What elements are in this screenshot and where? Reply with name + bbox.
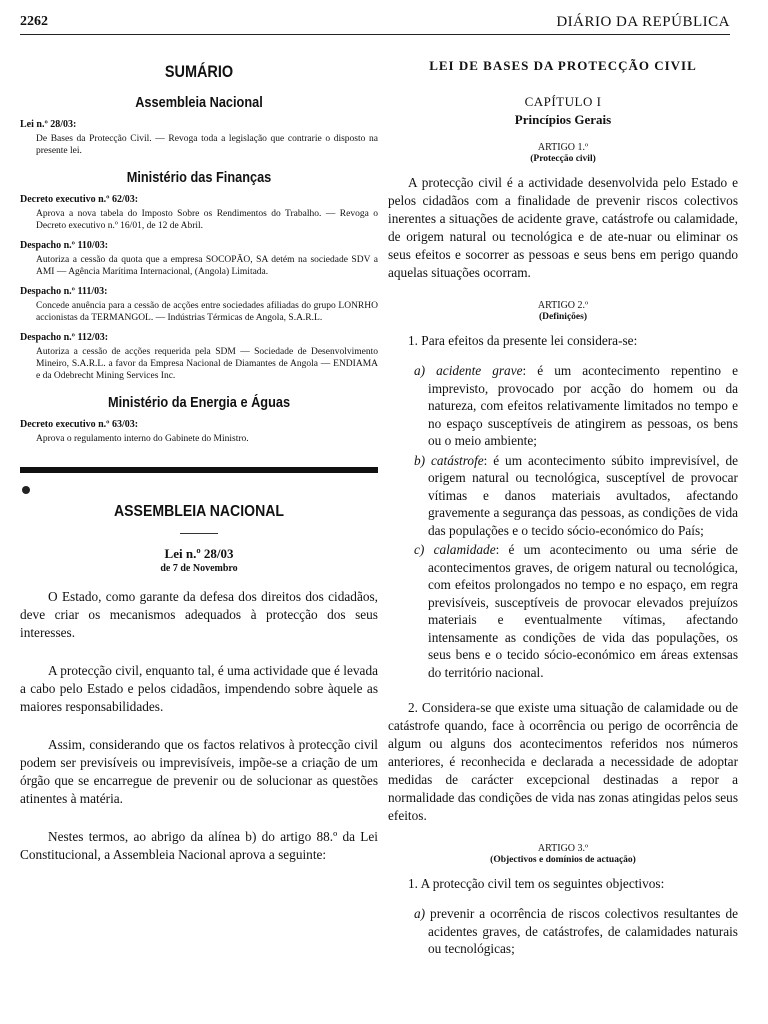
item-letter: b) bbox=[414, 452, 426, 468]
decree-label: Despacho n.º 112/03: bbox=[20, 332, 109, 343]
definition-term: calamidade bbox=[433, 542, 496, 557]
decree-label: Decreto executivo n.º 63/03: bbox=[20, 419, 139, 430]
law-date: de 7 de Novembro bbox=[160, 563, 238, 574]
objective-text: prevenir a ocorrência de riscos colectivos resultantes de acidentes graves, de catástrofes, de calamidades naturais ou tecnológicas; bbox=[428, 906, 738, 956]
decree-label: Decreto executivo n.º 62/03: bbox=[20, 194, 139, 205]
preamble-paragraph: O Estado, como garante da defesa dos direitos dos cidadãos, deve criar os mecanismos adequados à protecção dos seus interesses. bbox=[20, 589, 378, 640]
preamble-paragraph: Nestes termos, ao abrigo da alínea b) do artigo 88.º da Lei Constitucional, a Assembleia Nacional aprova a seguinte: bbox=[20, 829, 378, 862]
law-title: LEI DE BASES DA PROTECÇÃO CIVIL bbox=[429, 58, 697, 73]
journal-title: DIÁRIO DA REPÚBLICA bbox=[556, 14, 730, 30]
decree-description: Concede anuência para a cessão de acções entre sociedades afiliadas do grupo LONRHO accionistas da TERMANGOL. — Indústrias Térmicas de Angola, S.A.R.L. bbox=[36, 301, 378, 323]
ministry-heading: Assembleia Nacional bbox=[135, 94, 263, 111]
section-separator bbox=[20, 467, 378, 473]
decree-label: Despacho n.º 111/03: bbox=[20, 286, 108, 297]
article-label: ARTIGO 2.º bbox=[537, 300, 589, 311]
right-column bbox=[388, 40, 738, 960]
item-letter: a) bbox=[414, 906, 426, 921]
article-intro: 1. Para efeitos da presente lei considera-se: bbox=[408, 333, 638, 348]
decree-label: Lei n.º 28/03: bbox=[20, 119, 77, 130]
definition-term: catástrofe bbox=[430, 452, 484, 468]
objective-item bbox=[414, 905, 738, 958]
article-label: ARTIGO 1.º bbox=[537, 142, 589, 153]
definition-item bbox=[414, 452, 739, 540]
preamble-paragraph: Assim, considerando que os factos relativos à protecção civil podem ser previsíveis ou imprevisíveis, impõe-se a criação de um órgão que se encarregue de prevenir ou de solucionar as questões atinentes à matéria. bbox=[20, 737, 378, 806]
chapter-label: CAPÍTULO I bbox=[524, 94, 602, 109]
decree-label: Despacho n.º 110/03: bbox=[20, 240, 109, 251]
definition-text: : é um acontecimento repentino e imprevisto, provocado por acção do homem ou da natureza, com efeitos relativamente limitados no tempo e no espaço susceptíveis de atingirem as pessoas, os bens ou o meio ambiente; bbox=[428, 363, 739, 448]
article-text: A protecção civil é a actividade desenvolvida pelo Estado e pelos cidadãos com a finalidade de prevenir riscos colectivos inerentes a situações de acidente grave, catástrofe ou calamidade, de origem natural ou tecnológica e de ate-nuar ou eliminar os seus efeitos e socorrer as pessoas e seus bens em perigo quando aquelas situações ocorram. bbox=[388, 175, 738, 280]
left-column bbox=[20, 40, 378, 884]
decree-description: Autoriza a cessão da quota que a empresa SOCOPÃO, SA detém na sociedade SDV a AMI — Agência Marítima Internacional, (Angola) Limitada. bbox=[36, 255, 378, 277]
definition-text: : é um acontecimento ou uma série de acontecimentos graves, de origem natural ou tecnológica, com efeitos prolongados no tempo e no espaço, em regra previsíveis, susceptíveis de provocar elevados prejuízos materiais e eventualmente vítimas, afectando intensamente as condições de vida das populações, os seus bens e o tecido sócio-económico em áreas extensas do território nacional. bbox=[428, 542, 739, 680]
ministry-heading: Ministério da Energia e Águas bbox=[107, 394, 291, 411]
page-number: 2262 bbox=[20, 14, 48, 29]
definition-item bbox=[414, 362, 739, 450]
page-header bbox=[20, 14, 730, 35]
decree-description: Autoriza a cessão de acções requerida pela SDM — Sociedade de Desenvolvimento Mineiro, S.A.R.L. a favor da Empresa Nacional de Diamantes de Angola — ENDIAMA e da Odebrecht Mining Services Inc. bbox=[36, 347, 378, 381]
item-letter: a) bbox=[414, 363, 426, 378]
decree-description: Aprova a nova tabela do Imposto Sobre os Rendimentos do Trabalho. — Revoga o Decreto executivo n.º 16/01, de 12 de Abril. bbox=[36, 209, 378, 231]
summary-title: SUMÁRIO bbox=[164, 62, 234, 81]
definition-term: acidente grave bbox=[436, 363, 523, 378]
article-subtitle: (Definições) bbox=[538, 312, 587, 322]
summary-section-energia bbox=[20, 394, 378, 445]
title-rule bbox=[180, 533, 218, 534]
article-intro: 1. A protecção civil tem os seguintes objectivos: bbox=[408, 876, 665, 891]
article-label: ARTIGO 3.º bbox=[537, 843, 589, 854]
decree-description: Aprova o regulamento interno do Gabinete do Ministro. bbox=[36, 434, 249, 444]
preamble-paragraph: A protecção civil, enquanto tal, é uma actividade que é levada a cabo pelo Estado e pelos cidadãos, impendendo sobre àquele as maiores responsabilidades. bbox=[20, 663, 378, 714]
assembleia-title: ASSEMBLEIA NACIONAL bbox=[113, 503, 285, 520]
law-number: Lei n.º 28/03 bbox=[164, 546, 234, 561]
definition-text: : é um acontecimento súbito imprevisível, de origem natural ou tecnológica, susceptível de provocar vítimas e danos materiais avultados, afectando gravemente a segurança das pessoas, as condições de vida das populações e o tecido sócio-económico do País; bbox=[428, 452, 739, 538]
ministry-heading: Ministério das Finanças bbox=[126, 169, 272, 186]
item-letter: c) bbox=[414, 542, 425, 557]
article-subtitle: (Protecção civil) bbox=[530, 154, 596, 164]
chapter-name: Princípios Gerais bbox=[514, 112, 612, 127]
summary-section-assembleia bbox=[20, 94, 378, 157]
article-paragraph: 2. Considera-se que existe uma situação de calamidade ou de catástrofe quando, face à ocorrência ou perigo de ocorrência de algum ou alguns dos acontecimentos referidos nos números anteriores, é reconhecida e declarada a necessidade de adoptar medidas de carácter excepcional destinadas a repor a normalidade das condições de vida nas zonas atingidas pelos seus efeitos. bbox=[388, 700, 738, 823]
definition-item bbox=[414, 541, 739, 681]
summary-section-financas bbox=[20, 169, 378, 382]
article-subtitle: (Objectivos e domínios de actuação) bbox=[490, 855, 636, 865]
decree-description: De Bases da Protecção Civil. — Revoga toda a legislação que contrarie o disposto na presente lei. bbox=[36, 134, 378, 156]
